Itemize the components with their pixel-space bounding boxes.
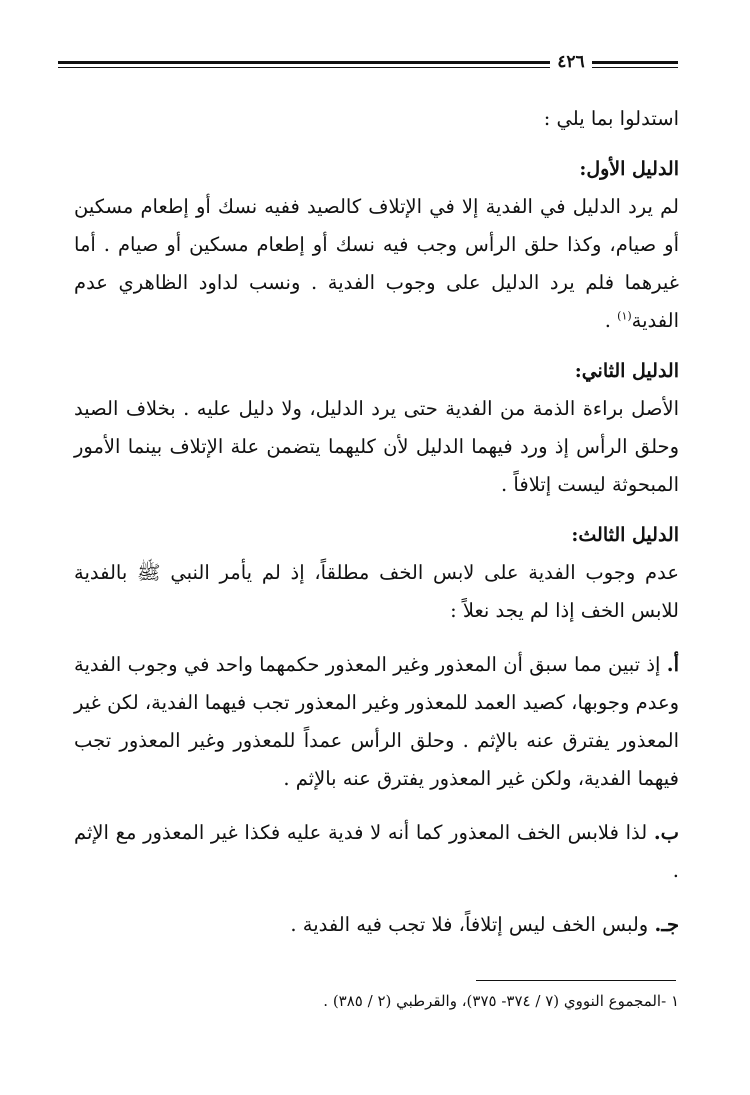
evidence3-title: الدليل الثالث: [571,524,679,546]
header-rule-right-thin [592,67,678,68]
footnote: ١ -المجموع النووي (٧ / ٣٧٤- ٣٧٥)، والقرطبي (٢ / ٣٨٥) . [323,992,679,1010]
point-b-label: ب. [653,821,679,844]
point-a-text: إذ تبين مما سبق أن المعذور وغير المعذور حكمهما واحد في وجوب الفدية وعدم وجوبها، كصيد العمد للمعذور وغير المعذور تجب فيهما الفدية، لكن غير المعذور يفترق عنه بالإثم . وحلق الرأس عمداً للمعذور وغير المعذور تجب فيهما الفدية، ولكن غير المعذور يفترق عنه بالإثم . [74,653,679,790]
page-header [58,52,678,79]
main-content [74,100,679,944]
evidence1-paragraph [74,188,679,340]
evidence1-text: لم يرد الدليل في الفدية إلا في الإتلاف كالصيد ففيه نسك أو إطعام مسكين أو صيام، وكذا حلق الرأس وجب فيه نسك أو إطعام مسكين أو صيام . أما غيرهما فلم يرد الدليل على وجوب الفدية . ونسب لداود الظاهري عدم الفدية [74,195,679,332]
footnote-ref[interactable]: (١) [617,309,632,323]
evidence1-title: الدليل الأول: [579,158,679,180]
header-rule-right [592,61,678,64]
evidence2-paragraph: الأصل براءة الذمة من الفدية حتى يرد الدليل، ولا دليل عليه . بخلاف الصيد وحلق الرأس إذ ورد فيهما الدليل لأن كليهما يتضمن علة الإتلاف بينما الأمور المبحوثة ليست إتلافاً . [74,397,679,496]
evidence2-title: الدليل الثاني: [574,360,679,382]
point-b [74,814,679,890]
page-number: ٤٢٦ [557,52,585,72]
evidence3-paragraph: عدم وجوب الفدية على لابس الخف مطلقاً، إذ لم يأمر النبي ﷺ بالفدية للابس الخف إذا لم يجد نعلاً : [74,561,679,622]
point-c-text: ولبس الخف ليس إتلافاً، فلا تجب فيه الفدية . [290,913,655,936]
intro-line: استدلوا بما يلي : [543,107,679,130]
evidence1-end: . [604,309,618,332]
point-c-label: جـ. [654,913,679,936]
point-b-text: لذا فلابس الخف المعذور كما أنه لا فدية عليه فكذا غير المعذور مع الإثم . [74,821,679,882]
point-c [74,906,679,944]
header-rule-left-thin [58,67,550,68]
footnote-divider [476,980,676,981]
header-rule-left [58,61,550,64]
point-a [74,646,679,798]
point-a-label: أ. [666,653,679,676]
